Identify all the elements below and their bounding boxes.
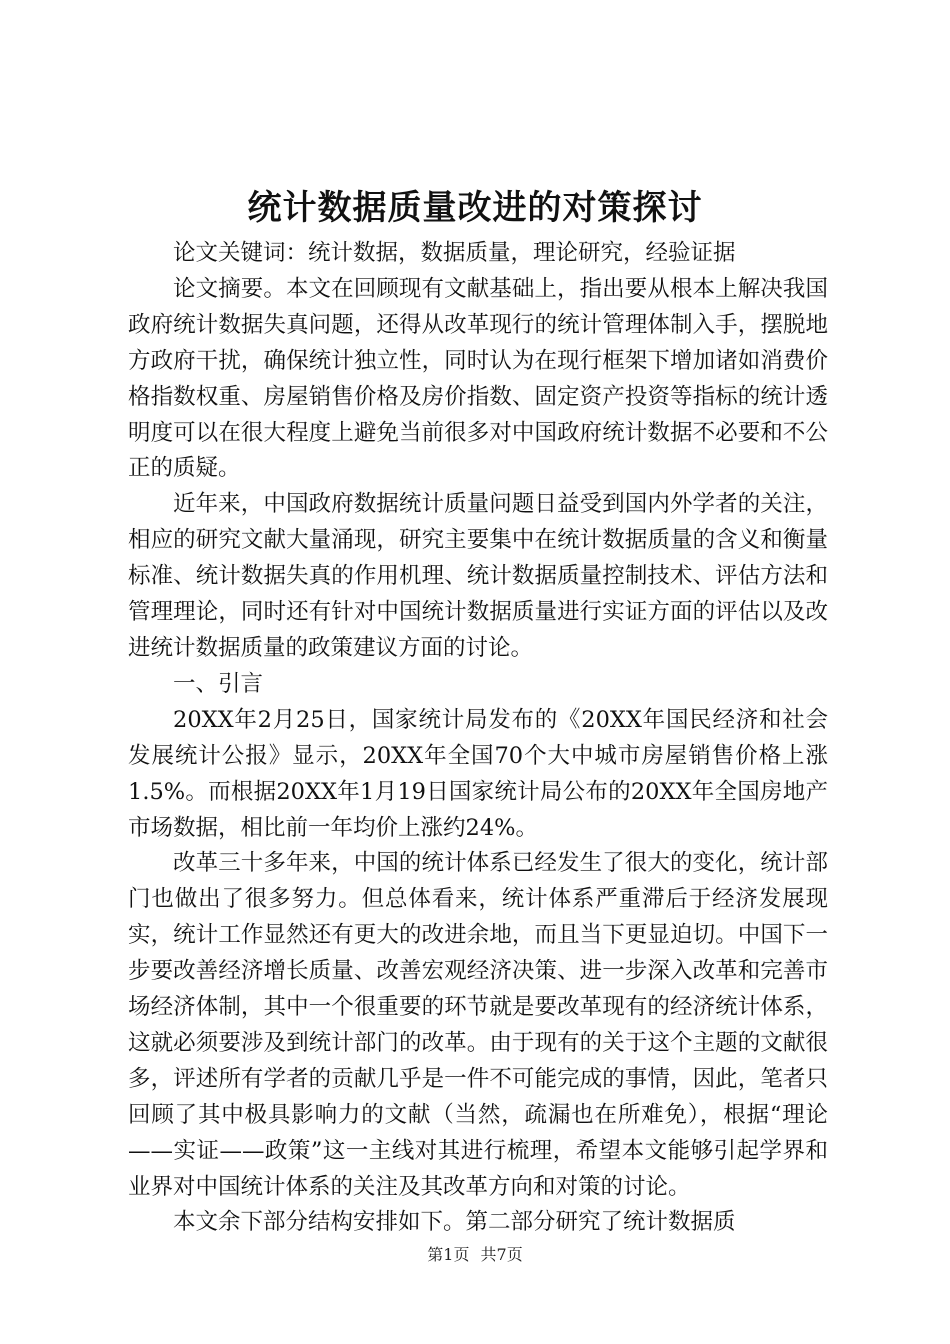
page-footer xyxy=(0,1244,950,1266)
body-paragraph: 本文余下部分结构安排如下。第二部分研究了统计数据质 xyxy=(173,1209,736,1236)
page-number: 第1页 xyxy=(427,1245,470,1264)
document-body xyxy=(128,236,828,1241)
document-title: 统计数据质量改进的对策探讨 xyxy=(247,188,703,228)
keywords-paragraph: 论文关键词：统计数据，数据质量，理论研究，经验证据 xyxy=(173,240,736,266)
section-heading: 一、引言 xyxy=(173,670,264,697)
page-total: 共7页 xyxy=(480,1245,523,1264)
abstract-paragraph: 论文摘要。本文在回顾现有文献基础上，指出要从根本上解决我国政府统计数据失真问题，还得从改革现行的统计管理体制入手，摆脱地方政府干扰，确保统计独立性，同时认为在现行框架下增加诸如消费价格指数权重、房屋销售价格及房价指数、固定资产投资等指标的统计透明度可以在很大程度上避免当前很多对中国政府统计数据不必要和不公正的质疑。 xyxy=(128,275,828,482)
body-paragraph: 近年来，中国政府数据统计质量问题日益受到国内外学者的关注，相应的研究文献大量涌现，研究主要集中在统计数据质量的含义和衡量标准、统计数据失真的作用机理、统计数据质量控制技术、评估方法和管理理论，同时还有针对中国统计数据质量进行实证方面的评估以及改进统计数据质量的政策建议方面的讨论。 xyxy=(128,491,828,661)
body-paragraph: 20XX年2月25日，国家统计局发布的《20XX年国民经济和社会发展统计公报》显示，20XX年全国70个大中城市房屋销售价格上涨1.5%。而根据20XX年1月19日国家统计局公布的20XX年全国房地产市场数据，相比前一年均价上涨约24%。 xyxy=(128,706,828,841)
body-paragraph: 改革三十多年来，中国的统计体系已经发生了很大的变化，统计部门也做出了很多努力。但总体看来，统计体系严重滞后于经济发展现实，统计工作显然还有更大的改进余地，而且当下更显迫切。中国下一步要改善经济增长质量、改善宏观经济决策、进一步深入改革和完善市场经济体制，其中一个很重要的环节就是要改革现有的经济统计体系，这就必须要涉及到统计部门的改革。由于现有的关于这个主题的文献很多，评述所有学者的贡献几乎是一件不可能完成的事情，因此，笔者只回顾了其中极具影响力的文献（当然，疏漏也在所难免），根据“理论——实证——政策”这一主线对其进行梳理，希望本文能够引起学界和业界对中国统计体系的关注及其改革方向和对策的讨论。 xyxy=(128,850,828,1200)
